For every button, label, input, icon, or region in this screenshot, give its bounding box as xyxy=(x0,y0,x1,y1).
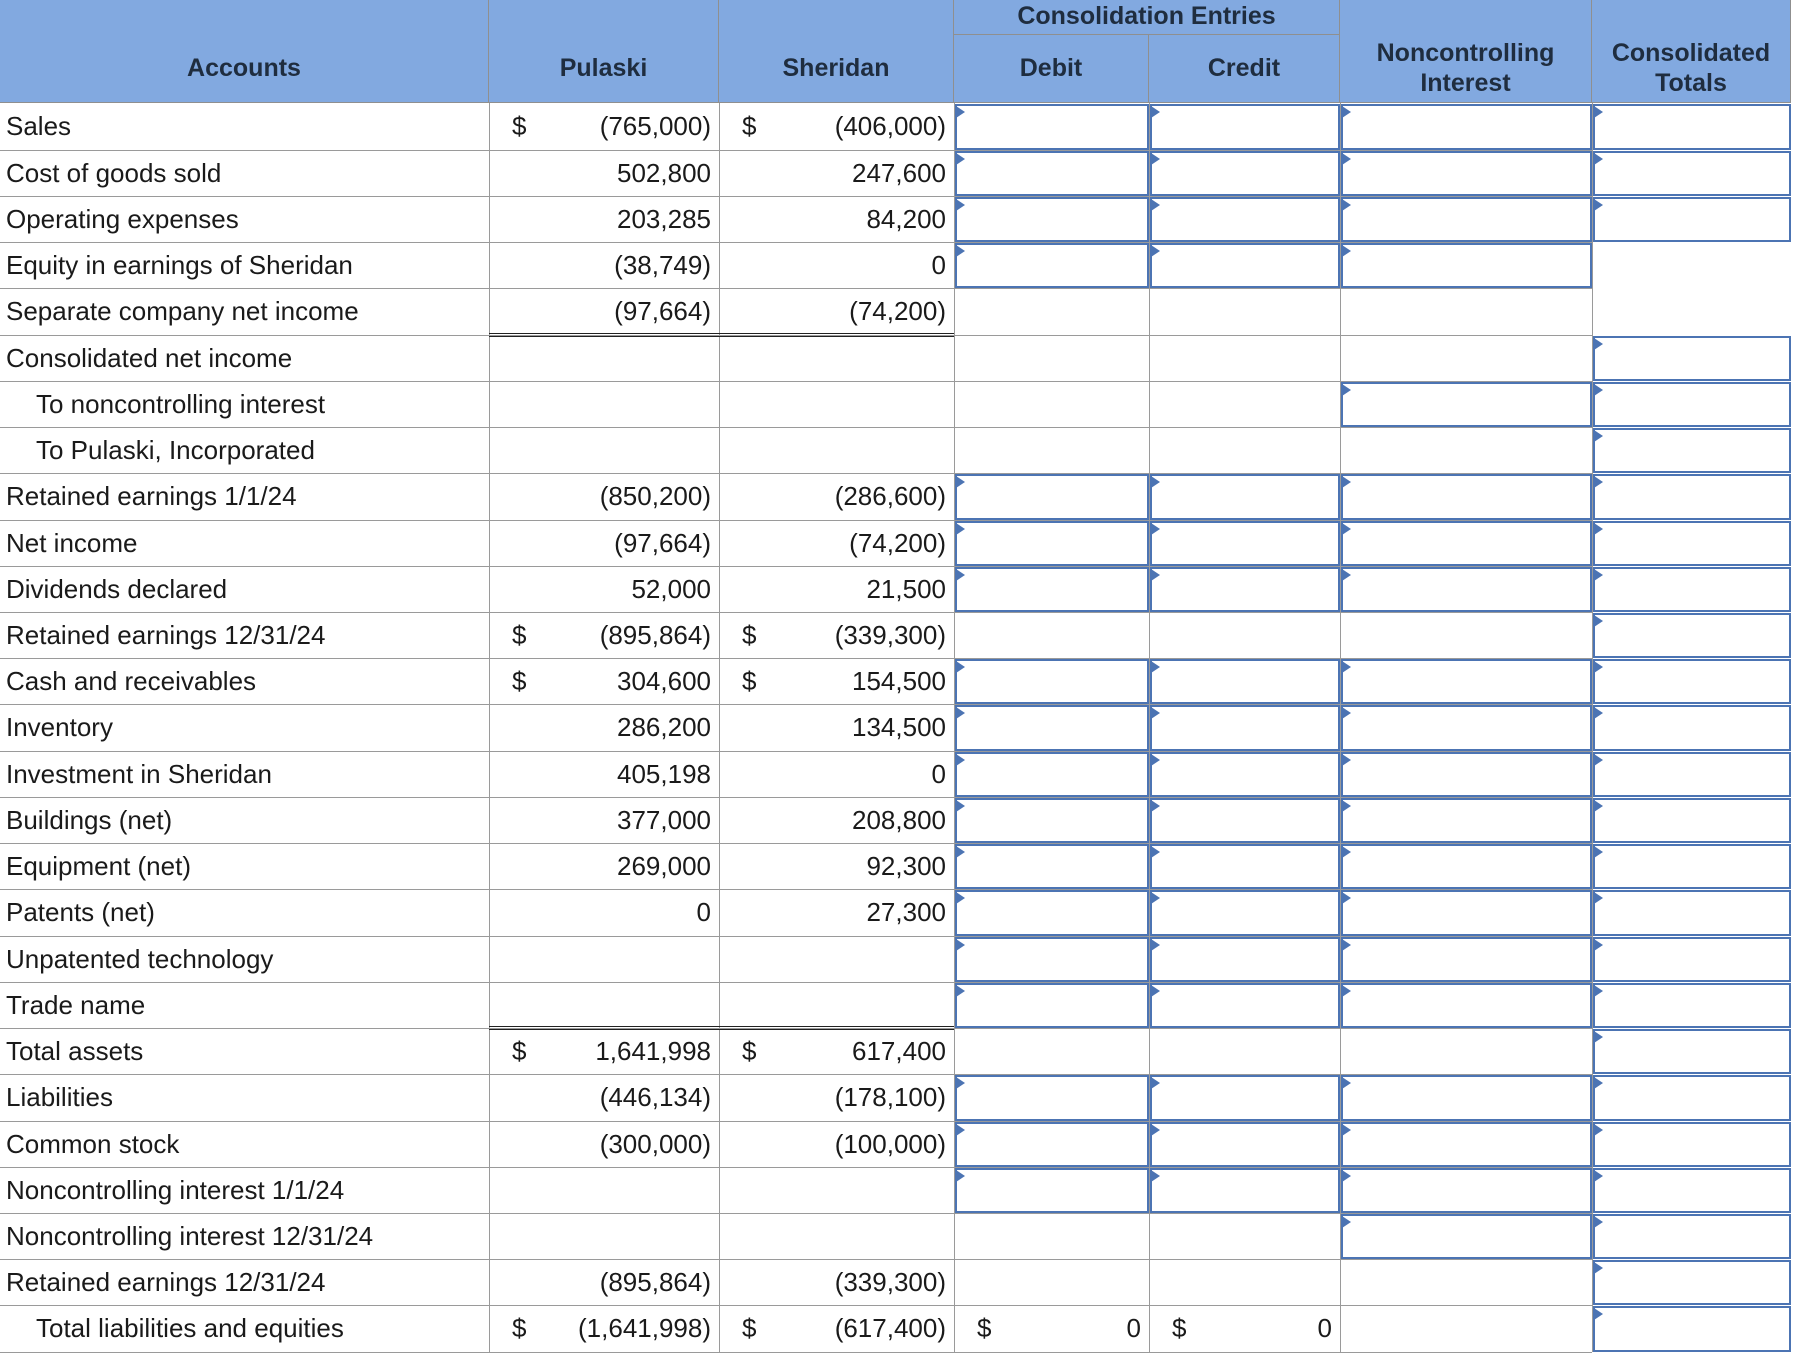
debit-input-sales[interactable] xyxy=(955,104,1149,150)
header-sheridan: Sheridan xyxy=(719,0,954,103)
total-input-equipment-net[interactable] xyxy=(1593,844,1791,889)
total-input-buildings-net[interactable] xyxy=(1593,798,1791,843)
total-input-operating-expenses[interactable] xyxy=(1593,197,1791,242)
debit-input-liabilities[interactable] xyxy=(955,1075,1149,1121)
credit-input-trade-name[interactable] xyxy=(1150,983,1340,1028)
credit-total: 0 xyxy=(1317,1313,1332,1343)
total-input-unpatented-technology[interactable] xyxy=(1593,937,1791,982)
account-label-separate-company-net-income: Separate company net income xyxy=(6,296,359,326)
sheridan-value: (74,200) xyxy=(849,296,946,326)
pulaski-dollar-sign: $ xyxy=(512,1313,527,1343)
credit-input-inventory[interactable] xyxy=(1150,705,1340,751)
pulaski-dollar-sign: $ xyxy=(512,1035,527,1066)
nci-input-cash-and-receivables[interactable] xyxy=(1341,659,1592,704)
debit-total-dollar-sign: $ xyxy=(977,1313,992,1343)
account-label-unpatented-technology: Unpatented technology xyxy=(6,943,274,974)
credit-input-noncontrolling-interest-1-1-24[interactable] xyxy=(1150,1168,1340,1213)
nci-input-liabilities[interactable] xyxy=(1341,1075,1592,1121)
nci-input-equipment-net[interactable] xyxy=(1341,844,1592,889)
pulaski-value: 377,000 xyxy=(617,804,711,835)
total-input-retained-earnings-1-1-24[interactable] xyxy=(1593,474,1791,520)
sheridan-value: 21,500 xyxy=(866,573,946,604)
account-label-liabilities: Liabilities xyxy=(6,1082,113,1112)
sheridan-value: (406,000) xyxy=(834,111,946,141)
account-label-common-stock: Common stock xyxy=(6,1128,180,1159)
pulaski-value: (1,641,998) xyxy=(578,1313,711,1343)
sheridan-value: (617,400) xyxy=(834,1313,946,1343)
pulaski-value: (895,864) xyxy=(599,1266,711,1297)
debit-input-noncontrolling-interest-1-1-24[interactable] xyxy=(955,1168,1149,1213)
sheridan-value: 154,500 xyxy=(852,665,946,696)
debit-input-cost-of-goods-sold[interactable] xyxy=(955,151,1149,196)
sheridan-dollar-sign: $ xyxy=(742,111,757,141)
header-totals-line2: Totals xyxy=(1655,68,1727,97)
account-label-consolidated-net-income: Consolidated net income xyxy=(6,342,293,373)
account-label-cost-of-goods-sold: Cost of goods sold xyxy=(6,157,222,188)
nci-input-net-income[interactable] xyxy=(1341,521,1592,566)
sheridan-value: 84,200 xyxy=(866,203,946,234)
nci-input-noncontrolling-interest-12-31-24[interactable] xyxy=(1341,1214,1592,1259)
account-label-equity-in-earnings-of-sheridan: Equity in earnings of Sheridan xyxy=(6,249,353,280)
debit-input-equity-in-earnings-of-sheridan[interactable] xyxy=(955,243,1149,288)
sheridan-value: 0 xyxy=(931,758,946,789)
total-input-cost-of-goods-sold[interactable] xyxy=(1593,151,1791,196)
pulaski-value: (850,200) xyxy=(599,481,711,511)
credit-input-equity-in-earnings-of-sheridan[interactable] xyxy=(1150,243,1340,288)
sheridan-dollar-sign: $ xyxy=(742,665,757,696)
nci-input-noncontrolling-interest-1-1-24[interactable] xyxy=(1341,1168,1592,1213)
pulaski-value: 203,285 xyxy=(617,203,711,234)
total-input-to-noncontrolling-interest[interactable] xyxy=(1593,382,1791,427)
total-input-patents-net[interactable] xyxy=(1593,890,1791,936)
account-label-total-liabilities-and-equities: Total liabilities and equities xyxy=(36,1313,344,1343)
sheridan-value: (100,000) xyxy=(834,1128,946,1159)
debit-input-common-stock[interactable] xyxy=(955,1122,1149,1167)
sheridan-value: (339,300) xyxy=(834,1266,946,1297)
sheridan-dollar-sign: $ xyxy=(742,619,757,650)
debit-input-trade-name[interactable] xyxy=(955,983,1149,1028)
pulaski-value: (97,664) xyxy=(614,527,711,558)
header-debit: Debit xyxy=(954,35,1149,103)
nci-input-common-stock[interactable] xyxy=(1341,1122,1592,1167)
account-label-noncontrolling-interest-1-1-24: Noncontrolling interest 1/1/24 xyxy=(6,1174,345,1205)
debit-input-buildings-net[interactable] xyxy=(955,798,1149,843)
account-label-inventory: Inventory xyxy=(6,712,113,742)
debit-input-net-income[interactable] xyxy=(955,521,1149,566)
pulaski-value: (446,134) xyxy=(599,1082,711,1112)
pulaski-value: 52,000 xyxy=(631,573,711,604)
sheridan-value: 208,800 xyxy=(852,804,946,835)
sheridan-value: (74,200) xyxy=(849,527,946,558)
total-input-to-pulaski-incorporated[interactable] xyxy=(1593,428,1791,473)
pulaski-value: (300,000) xyxy=(599,1128,711,1159)
pulaski-value: (38,749) xyxy=(614,249,711,280)
account-label-patents-net: Patents (net) xyxy=(6,897,155,927)
credit-input-cash-and-receivables[interactable] xyxy=(1150,659,1340,704)
header-noncontrolling-interest xyxy=(1340,0,1592,103)
sheridan-value: (178,100) xyxy=(834,1082,946,1112)
header-consolidated-totals xyxy=(1592,0,1791,103)
header-nci-line1: Noncontrolling xyxy=(1376,39,1555,67)
nci-input-sales[interactable] xyxy=(1341,104,1592,150)
account-label-net-income: Net income xyxy=(6,527,138,558)
account-label-retained-earnings-12-31-24: Retained earnings 12/31/24 xyxy=(6,1266,326,1297)
total-input-total-liabilities-and-equities[interactable] xyxy=(1593,1306,1791,1352)
debit-input-investment-in-sheridan[interactable] xyxy=(955,752,1149,797)
account-label-noncontrolling-interest-12-31-24: Noncontrolling interest 12/31/24 xyxy=(6,1220,374,1251)
pulaski-value: 304,600 xyxy=(617,665,711,696)
account-label-investment-in-sheridan: Investment in Sheridan xyxy=(6,758,272,789)
debit-input-cash-and-receivables[interactable] xyxy=(955,659,1149,704)
credit-input-liabilities[interactable] xyxy=(1150,1075,1340,1121)
total-input-noncontrolling-interest-12-31-24[interactable] xyxy=(1593,1214,1791,1259)
pulaski-dollar-sign: $ xyxy=(512,665,527,696)
total-input-investment-in-sheridan[interactable] xyxy=(1593,752,1791,797)
credit-input-retained-earnings-1-1-24[interactable] xyxy=(1150,474,1340,520)
pulaski-value: (765,000) xyxy=(599,111,711,141)
nci-input-trade-name[interactable] xyxy=(1341,983,1592,1028)
credit-total-dollar-sign: $ xyxy=(1172,1313,1187,1343)
sheridan-value: (286,600) xyxy=(834,481,946,511)
header-pulaski: Pulaski xyxy=(489,0,719,103)
pulaski-value: 1,641,998 xyxy=(595,1035,711,1066)
credit-input-unpatented-technology[interactable] xyxy=(1150,937,1340,982)
pulaski-value: 405,198 xyxy=(617,758,711,789)
account-label-retained-earnings-1-1-24: Retained earnings 1/1/24 xyxy=(6,481,297,511)
debit-input-patents-net[interactable] xyxy=(955,890,1149,936)
debit-total: 0 xyxy=(1126,1313,1141,1343)
credit-input-sales[interactable] xyxy=(1150,104,1340,150)
total-input-retained-earnings-12-31-24[interactable] xyxy=(1593,613,1791,658)
credit-input-investment-in-sheridan[interactable] xyxy=(1150,752,1340,797)
account-label-to-pulaski-incorporated: To Pulaski, Incorporated xyxy=(36,434,315,465)
total-input-trade-name[interactable] xyxy=(1593,983,1791,1028)
pulaski-value: 269,000 xyxy=(617,850,711,881)
account-label-retained-earnings-12-31-24: Retained earnings 12/31/24 xyxy=(6,619,326,650)
credit-input-net-income[interactable] xyxy=(1150,521,1340,566)
account-label-sales: Sales xyxy=(6,111,72,141)
sheridan-dollar-sign: $ xyxy=(742,1035,757,1066)
total-input-consolidated-net-income[interactable] xyxy=(1593,336,1791,381)
nci-input-operating-expenses[interactable] xyxy=(1341,197,1592,242)
pulaski-dollar-sign: $ xyxy=(512,619,527,650)
nci-input-retained-earnings-1-1-24[interactable] xyxy=(1341,474,1592,520)
debit-input-unpatented-technology[interactable] xyxy=(955,937,1149,982)
sheridan-value: 0 xyxy=(931,249,946,280)
sheridan-value: (339,300) xyxy=(834,619,946,650)
sheridan-value: 92,300 xyxy=(866,850,946,881)
sheridan-value: 134,500 xyxy=(852,712,946,742)
pulaski-value: 286,200 xyxy=(617,712,711,742)
debit-input-equipment-net[interactable] xyxy=(955,844,1149,889)
nci-input-cost-of-goods-sold[interactable] xyxy=(1341,151,1592,196)
debit-input-dividends-declared[interactable] xyxy=(955,567,1149,612)
total-input-cash-and-receivables[interactable] xyxy=(1593,659,1791,704)
total-input-inventory[interactable] xyxy=(1593,705,1791,751)
debit-input-inventory[interactable] xyxy=(955,705,1149,751)
account-label-cash-and-receivables: Cash and receivables xyxy=(6,665,257,696)
total-input-net-income[interactable] xyxy=(1593,521,1791,566)
nci-input-patents-net[interactable] xyxy=(1341,890,1592,936)
header-consolidation-entries: Consolidation Entries xyxy=(954,0,1340,35)
nci-input-investment-in-sheridan[interactable] xyxy=(1341,752,1592,797)
total-input-sales[interactable] xyxy=(1593,104,1791,150)
total-input-noncontrolling-interest-1-1-24[interactable] xyxy=(1593,1168,1791,1213)
pulaski-value: (895,864) xyxy=(599,619,711,650)
pulaski-dollar-sign: $ xyxy=(512,111,527,141)
account-label-trade-name: Trade name xyxy=(6,989,146,1020)
account-label-buildings-net: Buildings (net) xyxy=(6,804,173,835)
sheridan-dollar-sign: $ xyxy=(742,1313,757,1343)
sheridan-value: 617,400 xyxy=(852,1035,946,1066)
credit-input-common-stock[interactable] xyxy=(1150,1122,1340,1167)
account-label-equipment-net: Equipment (net) xyxy=(6,850,191,881)
nci-input-unpatented-technology[interactable] xyxy=(1341,937,1592,982)
credit-input-dividends-declared[interactable] xyxy=(1150,567,1340,612)
credit-input-operating-expenses[interactable] xyxy=(1150,197,1340,242)
credit-input-cost-of-goods-sold[interactable] xyxy=(1150,151,1340,196)
account-label-dividends-declared: Dividends declared xyxy=(6,573,228,604)
total-input-retained-earnings-12-31-24[interactable] xyxy=(1593,1260,1791,1305)
total-input-common-stock[interactable] xyxy=(1593,1122,1791,1167)
account-label-total-assets: Total assets xyxy=(6,1035,144,1066)
credit-input-patents-net[interactable] xyxy=(1150,890,1340,936)
nci-input-equity-in-earnings-of-sheridan[interactable] xyxy=(1341,243,1592,288)
total-input-total-assets[interactable] xyxy=(1593,1029,1791,1074)
nci-input-dividends-declared[interactable] xyxy=(1341,567,1592,612)
sheridan-value: 247,600 xyxy=(852,157,946,188)
nci-input-to-noncontrolling-interest[interactable] xyxy=(1341,382,1592,427)
pulaski-value: 0 xyxy=(696,897,711,927)
double-rule xyxy=(489,1026,954,1027)
nci-input-inventory[interactable] xyxy=(1341,705,1592,751)
total-input-liabilities[interactable] xyxy=(1593,1075,1791,1121)
credit-input-equipment-net[interactable] xyxy=(1150,844,1340,889)
sheridan-value: 27,300 xyxy=(866,897,946,927)
total-input-dividends-declared[interactable] xyxy=(1593,567,1791,612)
nci-input-buildings-net[interactable] xyxy=(1341,798,1592,843)
account-label-operating-expenses: Operating expenses xyxy=(6,203,239,234)
debit-input-retained-earnings-1-1-24[interactable] xyxy=(955,474,1149,520)
header-credit: Credit xyxy=(1149,35,1340,103)
header-accounts: Accounts xyxy=(0,0,489,103)
pulaski-value: (97,664) xyxy=(614,296,711,326)
header-nci-line2: Interest xyxy=(1420,68,1511,97)
debit-input-operating-expenses[interactable] xyxy=(955,197,1149,242)
double-rule xyxy=(489,336,954,337)
account-label-to-noncontrolling-interest: To noncontrolling interest xyxy=(36,388,326,419)
pulaski-value: 502,800 xyxy=(617,157,711,188)
header-totals-line1: Consolidated xyxy=(1611,39,1771,67)
credit-input-buildings-net[interactable] xyxy=(1150,798,1340,843)
